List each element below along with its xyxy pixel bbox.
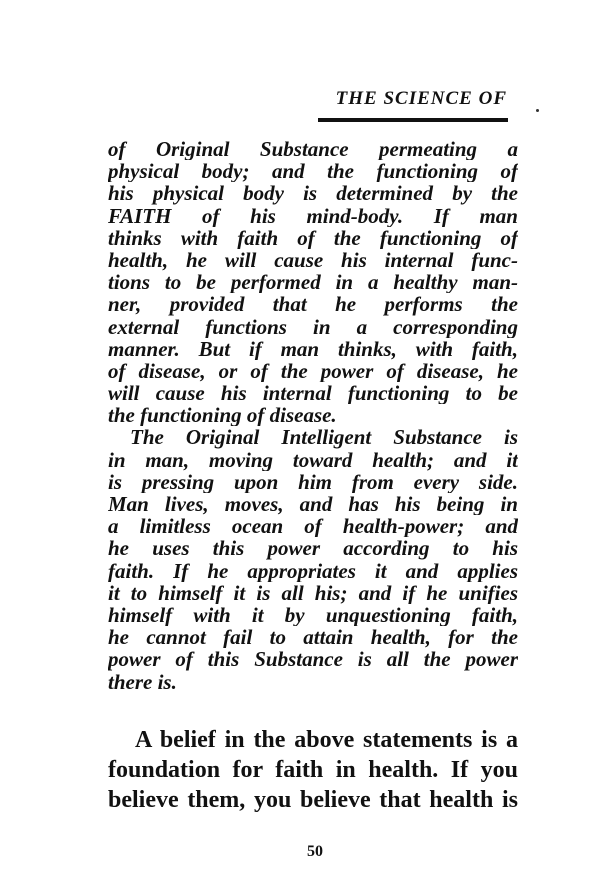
- text-line: it to himself it is all his; and if he unifies: [108, 581, 518, 604]
- text-line: he uses this power according to his: [108, 537, 518, 560]
- text-line: Man lives, moves, and has his being in: [108, 493, 518, 516]
- text-line: is pressing upon him from every side.: [108, 470, 518, 493]
- text-line: of Original Substance permeating a: [108, 138, 518, 161]
- text-line: physical body; and the functioning of: [108, 160, 518, 183]
- text-line: thinks with faith of the functioning of: [108, 226, 518, 249]
- page-number: 50: [307, 843, 323, 860]
- text-line: of disease, or of the power of disease, he: [108, 359, 518, 383]
- text-line: the functioning of disease.: [108, 404, 337, 427]
- header-rule: [318, 118, 508, 122]
- text-line: tions to be performed in a healthy man-: [108, 271, 518, 294]
- text-line: A belief in the above statements is a: [135, 727, 518, 753]
- text-line: himself with it by unquestioning faith,: [108, 603, 518, 627]
- text-line: there is.: [108, 670, 177, 693]
- text-line: external functions in a corresponding: [108, 315, 518, 338]
- text-line: he cannot fail to attain health, for the: [108, 626, 518, 649]
- text-line: believe them, you believe that health is: [108, 787, 518, 813]
- text-line: The Original Intelligent Substance is: [130, 426, 518, 449]
- text-line: FAITH of his mind-body. If man: [108, 204, 518, 227]
- text-line: health, he will cause his internal func-: [108, 248, 518, 272]
- text-line: power of this Substance is all the power: [108, 648, 518, 671]
- text-line: in man, moving toward health; and it: [108, 448, 518, 471]
- text-line: manner. But if man thinks, with faith,: [108, 337, 518, 360]
- text-line: his physical body is determined by the: [108, 182, 518, 205]
- italic-paragraphs: [108, 138, 518, 693]
- speck: [536, 109, 539, 112]
- text-line: will cause his internal functioning to be: [108, 382, 518, 405]
- text-line: faith. If he appropriates it and applies: [108, 559, 518, 582]
- text-line: foundation for faith in health. If you: [108, 757, 518, 783]
- text-line: a limitless ocean of health-power; and: [108, 515, 518, 538]
- roman-paragraph: [108, 725, 518, 815]
- running-header: THE SCIENCE OF: [335, 88, 507, 109]
- text-line: ner, provided that he performs the: [108, 293, 518, 316]
